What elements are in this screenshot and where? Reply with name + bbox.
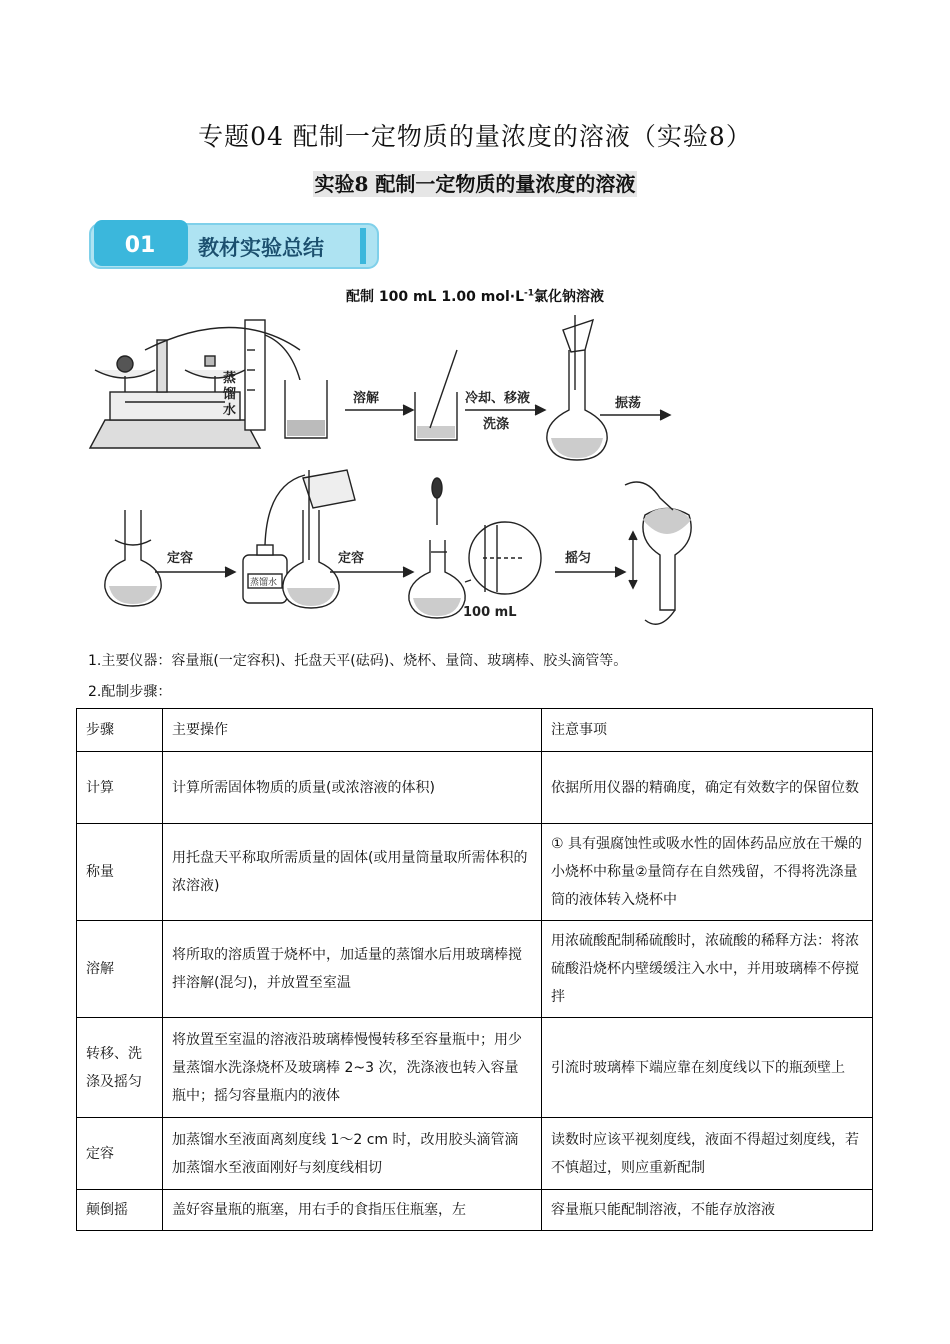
step-cell: 称量 bbox=[77, 824, 163, 921]
table-row bbox=[77, 1190, 873, 1231]
operation-cell: 计算所需固体物质的质量(或浓溶液的体积) bbox=[163, 752, 542, 824]
notes-cell: 引流时玻璃棒下端应靠在刻度线以下的瓶颈壁上 bbox=[542, 1018, 873, 1118]
notes-cell: 用浓硫酸配制稀硫酸时，浓硫酸的稀释方法：将浓硫酸沿烧杯内壁缓缓注入水中，并用玻璃棒不停搅拌 bbox=[542, 921, 873, 1018]
notes-cell: 读数时应该平视刻度线，液面不得超过刻度线，若不慎超过，则应重新配制 bbox=[542, 1118, 873, 1190]
label-water-1: 蒸 bbox=[223, 371, 237, 386]
step-cell: 颠倒摇 bbox=[77, 1190, 163, 1231]
step-cell: 定容 bbox=[77, 1118, 163, 1190]
notes-cell: 容量瓶只能配制溶液，不能存放溶液 bbox=[542, 1190, 873, 1231]
label-cool-transfer: 冷却、移液 bbox=[465, 391, 531, 406]
label-volume-mark: 100 mL bbox=[463, 605, 517, 620]
steps-table bbox=[76, 708, 873, 1231]
figure-title-sup: -1 bbox=[524, 288, 534, 299]
table-row bbox=[77, 1118, 873, 1190]
label-dissolve: 溶解 bbox=[353, 391, 380, 406]
operation-cell: 将放置至室温的溶液沿玻璃棒慢慢转移至容量瓶中；用少量蒸馏水洗涤烧杯及玻璃棒 2~3 次，洗涤液也转入容量瓶中；摇匀容量瓶内的液体 bbox=[163, 1018, 542, 1118]
step-cell: 溶解 bbox=[77, 921, 163, 1018]
notes-cell: 依据所用仪器的精确度，确定有效数字的保留位数 bbox=[542, 752, 873, 824]
figure-title-text: 配制 100 mL 1.00 mol·L bbox=[345, 289, 524, 305]
banner-text: 教材实验总结 bbox=[198, 236, 324, 260]
label-fix-volume-1: 定容 bbox=[167, 551, 194, 566]
section-banner bbox=[88, 210, 380, 272]
header-notes: 注意事项 bbox=[542, 709, 873, 752]
table-row bbox=[77, 921, 873, 1018]
step-cell: 转移、洗涤及摇匀 bbox=[77, 1018, 163, 1118]
operation-cell: 将所取的溶质置于烧杯中，加适量的蒸馏水后用玻璃棒搅拌溶解(混匀)，并放置至室温 bbox=[163, 921, 542, 1018]
label-water-2: 馏 bbox=[223, 387, 237, 402]
operation-cell: 加蒸馏水至液面离刻度线 1～2 cm 时，改用胶头滴管滴加蒸馏水至液面刚好与刻度线相切 bbox=[163, 1118, 542, 1190]
label-water-3: 水 bbox=[223, 403, 237, 418]
operation-cell: 用托盘天平称取所需质量的固体(或用量筒量取所需体积的浓溶液) bbox=[163, 824, 542, 921]
step-cell: 计算 bbox=[77, 752, 163, 824]
table-row bbox=[77, 1018, 873, 1118]
table-row bbox=[77, 824, 873, 921]
table-row bbox=[77, 752, 873, 824]
label-shake-even: 摇匀 bbox=[565, 551, 592, 566]
figure-title-suffix: 氯化钠溶液 bbox=[534, 289, 604, 305]
page-title: 专题04 配制一定物质的量浓度的溶液（实验8） bbox=[198, 122, 752, 151]
intro-item-2: 2.配制步骤： bbox=[88, 684, 172, 700]
operation-cell: 盖好容量瓶的瓶塞，用右手的食指压住瓶塞，左 bbox=[163, 1190, 542, 1231]
intro-item-1: 1.主要仪器：容量瓶(一定容积)、托盘天平(砝码)、烧杯、量筒、玻璃棒、胶头滴管等。 bbox=[88, 653, 628, 669]
label-shake: 振荡 bbox=[615, 396, 642, 411]
procedure-diagram bbox=[85, 310, 695, 640]
header-operation: 主要操作 bbox=[163, 709, 542, 752]
label-wash: 洗涤 bbox=[483, 417, 510, 432]
label-fix-volume-2: 定容 bbox=[338, 551, 365, 566]
label-bottle: 蒸馏水 bbox=[250, 578, 278, 588]
cylinder-illustration bbox=[245, 320, 265, 430]
table-header-row bbox=[77, 709, 873, 752]
figure-title bbox=[0, 286, 950, 306]
header-step: 步骤 bbox=[77, 709, 163, 752]
notes-cell: ① 具有强腐蚀性或吸水性的固体药品应放在干燥的小烧杯中称量②量筒存在自然残留，不得将洗涤量筒的液体转入烧杯中 bbox=[542, 824, 873, 921]
banner-number: 01 bbox=[124, 233, 156, 258]
page-subtitle bbox=[0, 168, 950, 197]
subtitle-text: 实验8 配制一定物质的量浓度的溶液 bbox=[314, 172, 636, 196]
